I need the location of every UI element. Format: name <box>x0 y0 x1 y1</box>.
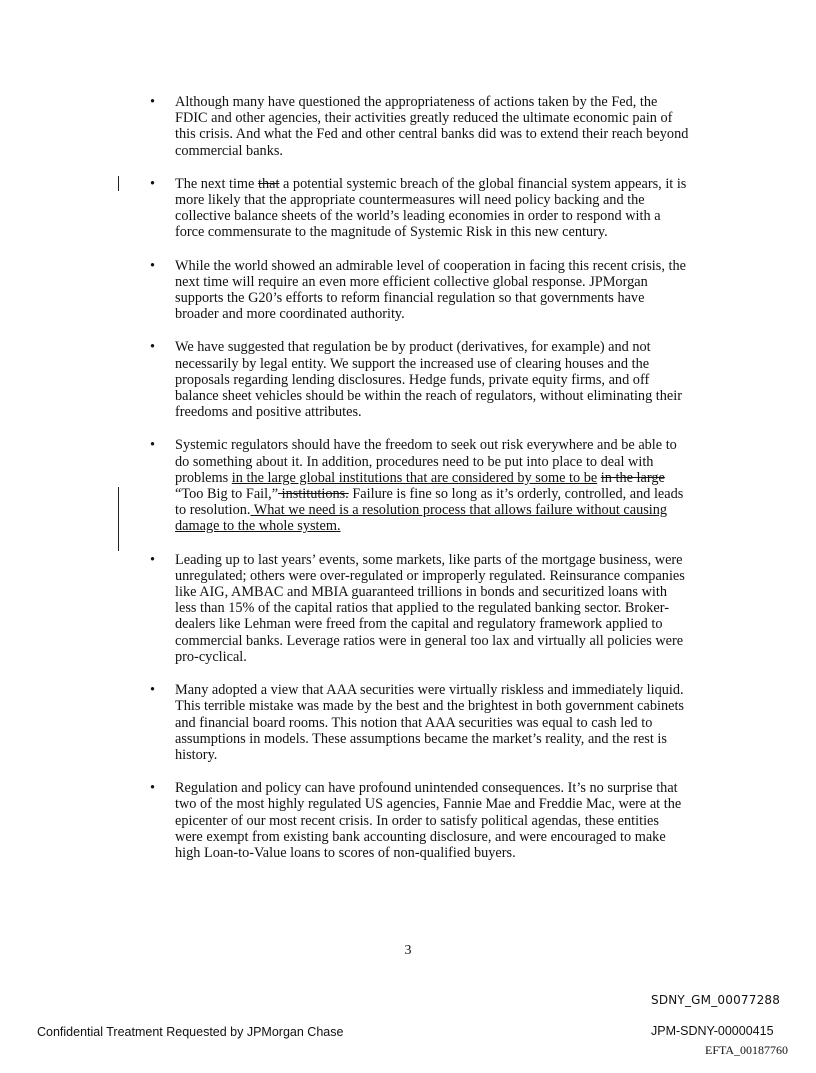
deleted-text: that <box>257 175 280 192</box>
bullet-dot: • <box>150 780 156 797</box>
text-segment: We have suggested that regulation be by product (derivatives, for example) and not necessarily by legal entity. We support the increased use of clearing houses and the proposals regarding lending disclosures. Hedge funds, private equity firms, and off balance sheet vehicles should be within the reach of regulators, without eliminating their freedoms and positive attributes. <box>175 339 682 421</box>
bullet-item <box>150 437 690 534</box>
bullet-dot: • <box>150 682 156 699</box>
text-segment: Many adopted a view that AAA securities were virtually riskless and immediately liquid. This terrible mistake was made by the best and the brightest in both government cabinets and financial board rooms. This notion that AAA securities was equal to cash led to assumptions in models. These assumptions became the market’s reality, and the rest is history. <box>175 682 684 763</box>
bullet-item <box>150 258 690 323</box>
inserted-text: What we need is a resolution process that allows failure without causing damage to the whole system. <box>175 502 668 535</box>
efta-number: EFTA_00187760 <box>705 1043 789 1057</box>
text-segment: While the world showed an admirable level of cooperation in facing this recent crisis, the next time will require an even more efficient collective global response. JPMorgan supports the G20’s efforts to reform financial regulation so that governments have broader and more coordinated authority. <box>175 257 686 323</box>
bullet-item <box>150 552 690 665</box>
bullet-item <box>150 94 690 159</box>
text-segment: Leading up to last years’ events, some markets, like parts of the mortgage business, were unregulated; others were over-regulated or improperly regulated. Reinsurance companies like AIG, AMBAC and MBIA guaranteed trillions in bonds and securitized loans with less than 15% of the capital ratios that applied to the regulated banking sector. Broker-dealers like Lehman were freed from the capital and regulatory framework applied to commercial banks. Leverage ratios were in general too lax and virtually all policies were pro-cyclical. <box>175 551 685 665</box>
bullet-dot: • <box>150 175 156 192</box>
deleted-text: institutions. <box>278 486 349 503</box>
bullet-list <box>150 94 690 878</box>
bullet-dot: • <box>150 551 156 568</box>
bullet-dot: • <box>150 257 156 274</box>
text-segment: Regulation and policy can have profound unintended consequences. It’s no surprise that two of the most highly regulated US agencies, Fannie Mae and Freddie Mac, were at the epicenter of our most recent crisis. In order to satisfy political agendas, these entities were exempt from existing bank accounting disclosure, and were encouraged to make high Loan-to-Value loans to scores of non-qualified buyers. <box>175 780 682 861</box>
bullet-text <box>175 176 686 241</box>
confidential-note: Confidential Treatment Requested by JPMorgan Chase <box>37 1025 344 1039</box>
bullet-dot: • <box>150 339 156 356</box>
inserted-text: in the large global institutions that are considered by some to be <box>231 469 598 486</box>
bullet-item <box>150 682 690 763</box>
bullet-text <box>175 682 684 763</box>
bullet-item <box>150 339 690 420</box>
bullet-item <box>150 176 690 241</box>
deleted-text: in the large <box>600 469 665 486</box>
bullet-text <box>175 94 688 159</box>
bullet-text <box>175 780 681 861</box>
revision-bar <box>118 176 119 191</box>
bates-number-bottom: JPM-SDNY-00000415 <box>651 1024 774 1038</box>
page-number: 3 <box>404 943 412 958</box>
text-segment: Failure is fine so long as it’s orderly, controlled, and leads to resolution. <box>175 486 684 519</box>
bates-number-top: SDNY_GM_00077288 <box>651 993 781 1007</box>
bullet-dot: • <box>150 94 156 110</box>
text-segment: Although many have questioned the appropriateness of actions taken by the Fed, the FDIC and other agencies, their activities greatly reduced the ultimate economic pain of this crisis. And what the Fed and other central banks did was to extend their reach beyond commercial banks. <box>175 94 689 159</box>
text-segment: Systemic regulators should have the freedom to seek out risk everywhere and be able to do something about it. In addition, procedures need to be put into place to deal with problems <box>175 437 677 486</box>
bullet-text <box>175 258 686 323</box>
text-segment: “Too Big to Fail,” <box>175 486 279 503</box>
text-segment: a potential systemic breach of the global financial system appears, it is more likely that the appropriate countermeasures will need policy backing and the collective balance sheets of the world’s leading economies in order to respond with a force commensurate to the magnitude of Systemic Risk in this new century. <box>175 175 687 241</box>
bullet-text <box>175 339 682 420</box>
bullet-text <box>175 437 683 534</box>
revision-bar <box>118 487 119 551</box>
bullet-text <box>175 552 685 665</box>
bullet-dot: • <box>150 437 156 454</box>
bullet-item <box>150 780 690 861</box>
text-segment: The next time <box>175 175 258 192</box>
